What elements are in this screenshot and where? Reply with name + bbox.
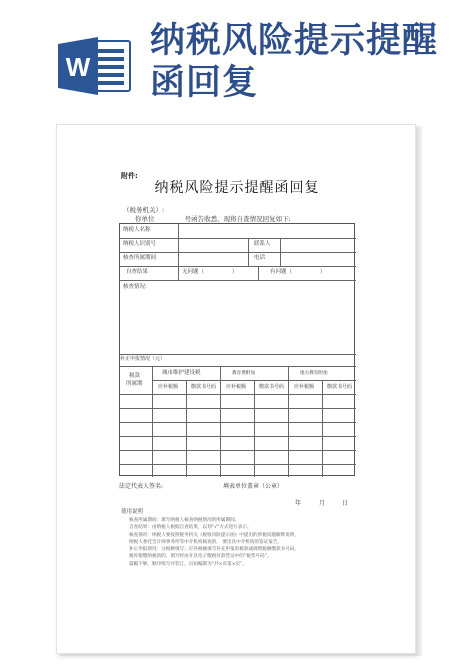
education-surcharge-header: 教育费附加: [232, 371, 255, 376]
intro-unit: 你单位: [135, 215, 155, 223]
fill-unit-seal: 填表单位盖章（公章）: [223, 483, 284, 490]
no-problem-close: ）: [232, 269, 238, 275]
usage-note: 核查所属期间：填写纳税人核查纳税情况的所属期间。: [129, 518, 240, 523]
document-title: 纳税风险提示提醒函回复: [154, 180, 320, 196]
urban-tax-payable-header: 应补税额: [158, 384, 179, 390]
has-problem-label: 有问题（: [270, 269, 293, 275]
usage-note: 纳税人委托会计师事务所等中介机构核查的， 要出具中介机构的鉴证报告。: [129, 539, 283, 545]
check-period-label: 核查所属期间: [123, 255, 157, 261]
usage-note: 核查情况：纳税人要按照税务机关《税收风险提示函》中提出的涉税问题解释说明，: [129, 532, 299, 538]
urban-tax-header: 城市维护建设税: [162, 370, 201, 376]
usage-notes: [129, 517, 369, 568]
word-document-icon: [58, 37, 132, 95]
word-logo-letter: W: [65, 52, 91, 82]
date-year: 年: [295, 500, 302, 507]
intro-text: 号函告收悉，现将自查情况回复如下:: [184, 215, 291, 223]
banner: [0, 0, 474, 118]
tax-period-label-2: 所属期: [126, 381, 143, 387]
banner-title: 纳税风险提示提醒函回复: [150, 21, 439, 103]
local-education-surcharge-header: 地方教育附加: [300, 371, 328, 376]
no-problem-label: 无问题（: [182, 269, 205, 275]
tax-office-line: （税务机关）:: [123, 206, 165, 214]
has-problem-option: [270, 269, 326, 276]
taxpayer-name-label: 纳税人名称: [123, 227, 151, 233]
attachment-label: 附件:: [121, 172, 138, 180]
phone-label: 电话: [254, 255, 266, 261]
usage-note: 自查结果：由纳税人根据自查结果，以划“√”方式进行表示。: [129, 525, 252, 531]
usage-title: 使用说明: [121, 509, 144, 515]
has-problem-close: ）: [320, 269, 326, 275]
document-page: [56, 124, 416, 654]
reply-form-table: [119, 223, 355, 476]
local-voucher-header: 缴款书号码: [327, 384, 353, 390]
urban-voucher-header: 缴款书号码: [191, 384, 217, 390]
check-situation-label: 核查情况:: [123, 284, 147, 290]
supplementary-header: 补正申报情况（元）: [120, 356, 166, 362]
usage-note: 补正申报情况：分税种填写；应补税额填写补充申报的税款或调增税额缴款书号码，: [129, 547, 299, 553]
date-day: 日: [342, 500, 349, 507]
education-tax-payable-header: 应补税额: [226, 384, 247, 390]
education-voucher-header: 缴款书号码: [259, 384, 285, 390]
legal-rep-signature: 法定代表人签名:: [119, 483, 164, 490]
no-problem-option: [182, 269, 238, 276]
date-month: 月: [319, 500, 326, 507]
tax-period-label-1: 税款: [129, 373, 141, 379]
local-tax-payable-header: 应补税额: [294, 384, 315, 390]
intro-line: [135, 214, 291, 223]
contact-label: 联系人: [254, 241, 271, 247]
usage-note: 税库银缴纳税款的，填写经由开具电子缴税付款凭证中的“税票号码”。: [129, 554, 272, 560]
self-check-result-label: 自查结果: [126, 269, 149, 275]
usage-note: 篇幅不够，顺序续写并装订，页码编制为“共×页第×页”。: [129, 561, 248, 567]
taxpayer-id-label: 纳税人识别号: [123, 241, 157, 247]
